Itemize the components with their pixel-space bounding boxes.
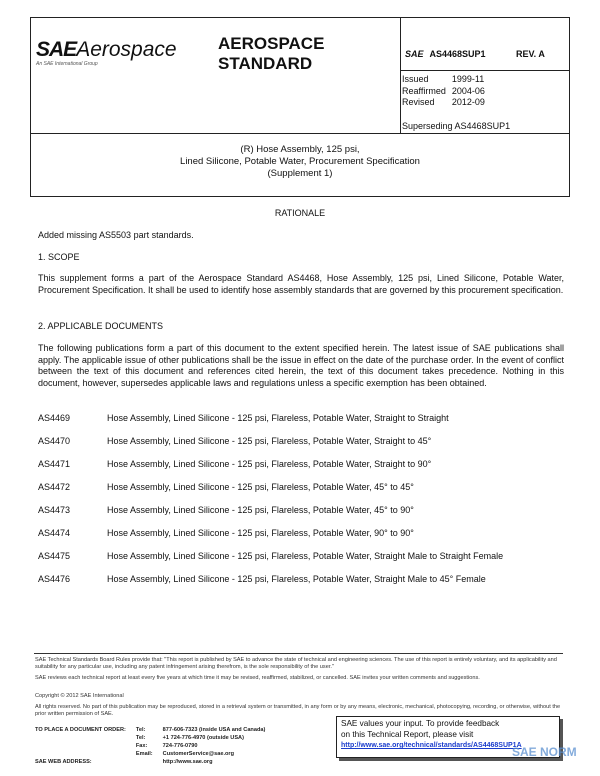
logo-subtitle: An SAE International Group xyxy=(36,61,98,67)
feedback-text: on this Technical Report, please visit xyxy=(341,729,474,739)
contact-label: Email: xyxy=(135,751,153,757)
doc-code: AS4473 xyxy=(38,505,71,515)
scope-text: This supplement forms a part of the Aerospace Standard AS4468, Hose Assembly, 125 psi, Lined Silicone, Potable Water, Procurement Specification. It shall be used to identify hose assembly standards that are governed by this procurement specification. xyxy=(38,273,564,295)
doc-desc: Hose Assembly, Lined Silicone - 125 psi, Flareless, Potable Water, Straight to Straight xyxy=(107,413,449,423)
doc-number xyxy=(405,49,486,59)
contact-label: Tel: xyxy=(135,727,146,733)
dates-table xyxy=(402,74,491,109)
feedback-link[interactable]: http://www.sae.org/technical/standards/AS4468SUP1A xyxy=(341,742,522,749)
divider xyxy=(400,17,401,133)
document-list-item xyxy=(38,574,486,584)
document-list-item xyxy=(38,528,414,538)
document-list-item xyxy=(38,551,503,561)
std-line: AEROSPACE xyxy=(218,34,325,53)
std-line: STANDARD xyxy=(218,54,313,73)
doc-desc: Hose Assembly, Lined Silicone - 125 psi, Flareless, Potable Water, Straight Male to Straight Female xyxy=(107,551,504,561)
title-line: (R) Hose Assembly, 125 psi, xyxy=(240,144,360,155)
rationale-text: Added missing AS5503 part standards. xyxy=(38,230,194,240)
document-list-item xyxy=(38,436,431,446)
doc-code: AS4476 xyxy=(38,574,71,584)
document-list-item xyxy=(38,482,414,492)
watermark-logo: SAE NORM xyxy=(512,745,577,759)
date-value: 2012-09 xyxy=(451,97,485,107)
date-label: Revised xyxy=(402,97,435,107)
scope-heading: 1. SCOPE xyxy=(38,252,80,262)
order-info xyxy=(35,726,275,766)
doc-code: AS4470 xyxy=(38,436,71,446)
footer-review: SAE reviews each technical report at least every five years at which time it may be revised, reaffirmed, stabilized, or cancelled. SAE invites your written comments and suggestions. xyxy=(35,675,480,681)
contact-value: 724-776-0790 xyxy=(162,743,198,749)
rationale-heading: RATIONALE xyxy=(274,208,326,218)
contact-label: Tel: xyxy=(135,735,146,741)
order-label: TO PLACE A DOCUMENT ORDER: xyxy=(35,727,126,733)
applicable-heading: 2. APPLICABLE DOCUMENTS xyxy=(38,321,164,331)
doc-code: AS4471 xyxy=(38,459,71,469)
footer-rules: SAE Technical Standards Board Rules provide that: "This report is published by SAE to advance the state of technical and engineering sciences. The use of this report is entirely voluntary, and its applicability and suitability for any particular use, including any patent infringement arising therefrom, is the sole responsibility of the user." xyxy=(35,657,557,670)
doc-code: AS4472 xyxy=(38,482,71,492)
document-list-item xyxy=(38,505,414,515)
doc-desc: Hose Assembly, Lined Silicone - 125 psi, Flareless, Potable Water, 90° to 90° xyxy=(107,528,414,538)
footer-rights: All rights reserved. No part of this publication may be reproduced, stored in a retrieval system or transmitted, in any form or by any means, electronic, mechanical, photocopying, recording, or otherwise, without the prior written permission of SAE. xyxy=(35,704,561,717)
doc-desc: Hose Assembly, Lined Silicone - 125 psi, Flareless, Potable Water, Straight Male to 45° Female xyxy=(107,574,486,584)
standard-type xyxy=(218,34,324,74)
doc-desc: Hose Assembly, Lined Silicone - 125 psi, Flareless, Potable Water, Straight to 45° xyxy=(107,436,432,446)
web-link[interactable]: http://www.sae.org xyxy=(162,759,213,765)
sae-mark: SAE xyxy=(405,49,424,59)
contact-value: 877-606-7323 (inside USA and Canada) xyxy=(162,727,266,733)
date-value: 2004-06 xyxy=(451,85,485,96)
sae-aerospace-logo xyxy=(36,38,177,62)
superseding: Superseding AS4468SUP1 xyxy=(402,121,511,131)
email-link[interactable]: CustomerService@sae.org xyxy=(162,751,235,757)
doc-number-text: AS4468SUP1 xyxy=(429,49,486,59)
revision: REV. A xyxy=(516,49,545,59)
date-value: 1999-11 xyxy=(451,74,485,84)
footer-copyright: Copyright © 2012 SAE International xyxy=(35,693,124,699)
doc-desc: Hose Assembly, Lined Silicone - 125 psi, Flareless, Potable Water, 45° to 90° xyxy=(107,505,414,515)
contact-value: +1 724-776-4970 (outside USA) xyxy=(162,735,244,741)
doc-code: AS4475 xyxy=(38,551,71,561)
document-list-item xyxy=(38,459,431,469)
logo-sae: SAE xyxy=(36,38,77,61)
date-label: Issued xyxy=(402,74,429,84)
doc-code: AS4469 xyxy=(38,413,71,423)
date-label: Reaffirmed xyxy=(402,85,446,96)
logo-aerospace: Aerospace xyxy=(76,38,177,61)
divider xyxy=(30,133,570,134)
divider xyxy=(400,70,570,71)
contact-label: Fax: xyxy=(135,743,148,749)
doc-code: AS4474 xyxy=(38,528,71,538)
feedback-text: SAE values your input. To provide feedback xyxy=(341,719,500,728)
doc-desc: Hose Assembly, Lined Silicone - 125 psi, Flareless, Potable Water, Straight to 90° xyxy=(107,459,432,469)
document-title xyxy=(30,144,570,180)
title-line: Lined Silicone, Potable Water, Procurement Specification xyxy=(180,156,420,167)
title-line: (Supplement 1) xyxy=(267,168,333,179)
doc-desc: Hose Assembly, Lined Silicone - 125 psi, Flareless, Potable Water, 45° to 45° xyxy=(107,482,414,492)
web-label: SAE WEB ADDRESS: xyxy=(35,759,92,765)
footer-divider xyxy=(34,653,563,654)
document-list-item xyxy=(38,413,449,423)
applicable-text: The following publications form a part of this document to the extent specified herein. The latest issue of SAE publications shall apply. The applicable issue of other publications shall be the issue in effect on the date of the purchase order. In the event of conflict between the text of this document and references cited herein, the text of this document takes precedence. Nothing in this document, however, supersedes applicable laws and regulations unless a specific exemption has been obtained. xyxy=(38,343,564,388)
